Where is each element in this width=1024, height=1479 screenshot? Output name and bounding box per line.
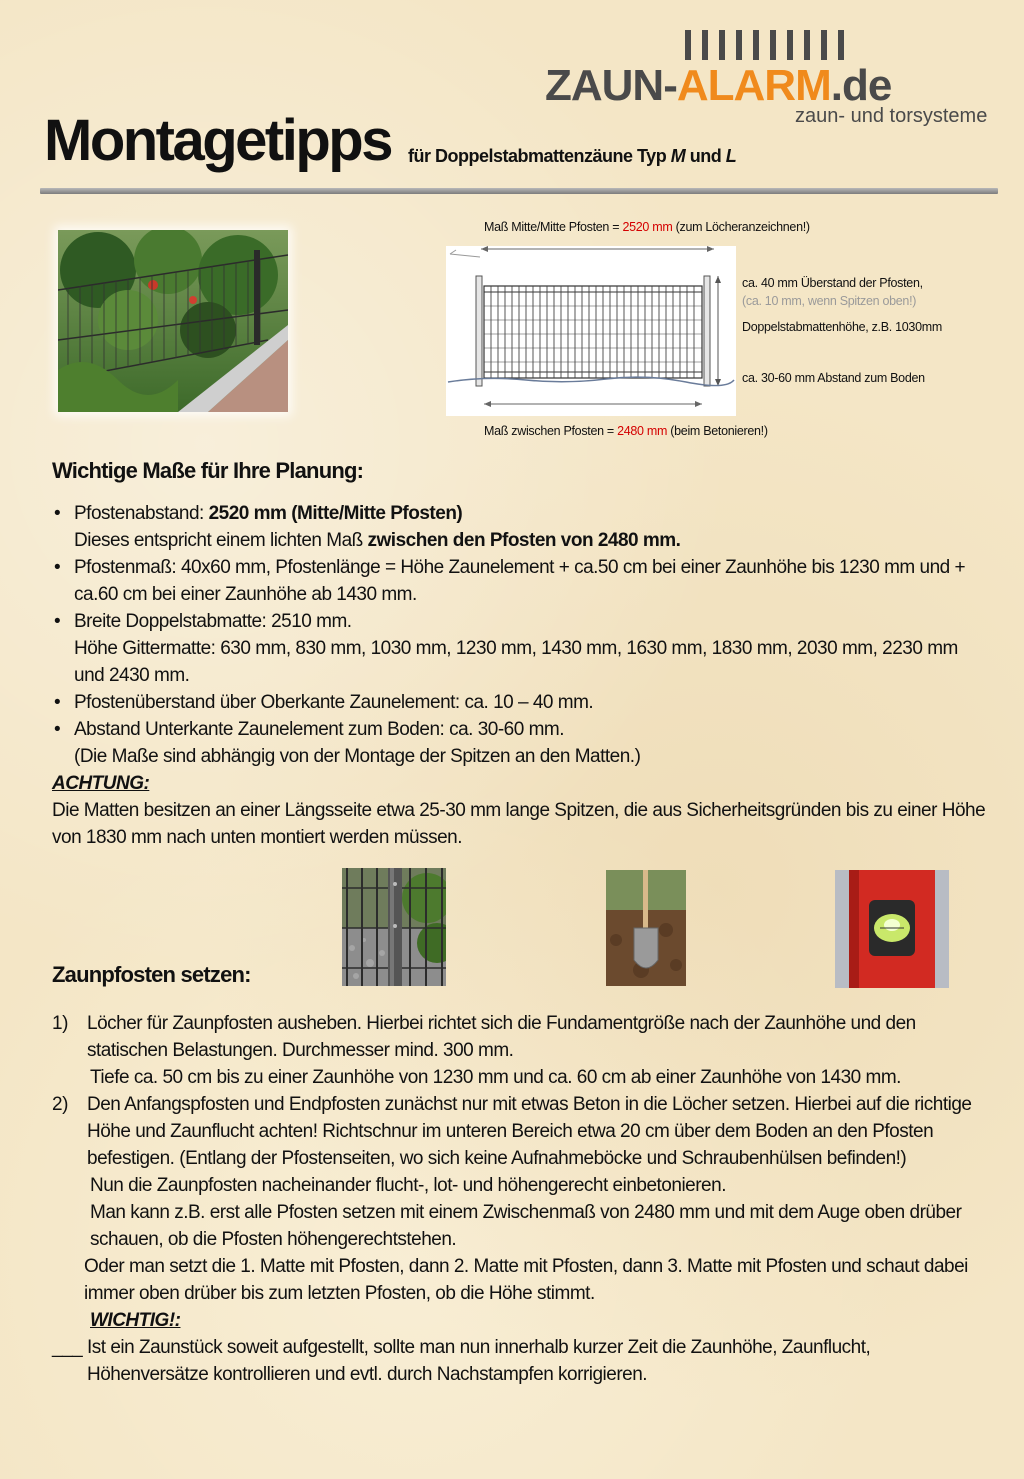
logo-wordmark: ZAUN-ALARM.de xyxy=(545,61,892,110)
spirit-level-photo xyxy=(835,870,949,988)
step-number: 1) xyxy=(52,1013,68,1034)
achtung-text: Die Matten besitzen an einer Längsseite etwa 25-30 mm lange Spitzen, die aus Sicherheitsgründen bis zu einer Höhe von 1830 mm nach unten montiert werden müssen. xyxy=(52,800,986,848)
wichtig-label: WICHTIG!: xyxy=(90,1310,181,1331)
spade-photo xyxy=(606,870,686,986)
list-item: • Abstand Unterkante Zaunelement zum Boden: ca. 30-60 mm. (Die Maße sind abhängig von der Montage der Spitzen an den Matten.) xyxy=(54,719,641,767)
garden-fence-photo xyxy=(58,230,288,412)
posts-heading: Zaunpfosten setzen: xyxy=(52,962,251,987)
step-item: 2) Den Anfangspfosten und Endpfosten zunächst nur mit etwas Beton in die Löcher setzen. Hierbei auf die richtige Höhe und Zaunflucht achten! Richtschnur im unteren Bereich etwa 20 cm über dem Boden an den Pfosten befestigen. (Entlang der Pfostenseiten, wo sich keine Aufnahmeböcke und Schraubenhülsen befinden!) Nun die Zaunpfosten nacheinander flucht-, lot- und höhengerecht einbetonieren. Man kann z.B. erst alle Pfosten setzen mit einem Zwischenmaß von 2480 mm und mit dem Auge oben drüber schauen, ob die Pfosten höhengerechtstehen. Oder man setzt die 1. Matte mit Pfosten, dann 2. Matte mit Pfosten, dann 3. Matte mit Pfosten und schaut dabei immer oben drüber bis zum letzten Pfosten, ob die Höhe stimmt. WICHTIG!: xyxy=(52,1091,992,1334)
diagram-label-center-distance: Maß Mitte/Mitte Pfosten = 2520 mm (zum Löcheranzeichnen!) xyxy=(484,220,810,234)
fence-dimension-diagram xyxy=(446,246,736,416)
list-item: • Breite Doppelstabmatte: 2510 mm. Höhe Gittermatte: 630 mm, 830 mm, 1030 mm, 1230 mm, 1430 mm, 1630 mm, 1830 mm, 2030 mm, 2230 mm und 2430 mm. xyxy=(54,611,958,686)
diagram-label-between-posts: Maß zwischen Pfosten = 2480 mm (beim Betonieren!) xyxy=(484,424,768,438)
diagram-label-height: Doppelstabmattenhöhe, z.B. 1030mm xyxy=(742,320,942,334)
step-number: 2) xyxy=(52,1094,68,1115)
list-item: • Pfostenüberstand über Oberkante Zaunelement: ca. 10 – 40 mm. xyxy=(54,692,594,713)
logo-tagline: zaun- und torsysteme xyxy=(795,105,988,127)
logo-bars-icon xyxy=(685,30,844,60)
page-subtitle: für Doppelstabmattenzäune Typ M und L xyxy=(408,146,737,166)
posts-steps xyxy=(52,1010,992,1388)
achtung-label: ACHTUNG: xyxy=(52,773,150,794)
planning-heading: Wichtige Maße für Ihre Planung: xyxy=(52,458,364,483)
planning-list xyxy=(52,500,992,851)
diagram-label-overhang-note: (ca. 10 mm, wenn Spitzen oben!) xyxy=(742,294,917,308)
list-item: • Pfostenmaß: 40x60 mm, Pfostenlänge = Höhe Zaunelement + ca.50 cm bei einer Zaunhöhe bis 1230 mm und + ca.60 cm bei einer Zaunhöhe ab 1430 mm. xyxy=(54,557,966,605)
page-title: Montagetipps xyxy=(44,108,391,173)
diagram-label-ground: ca. 30-60 mm Abstand zum Boden xyxy=(742,371,925,385)
diagram-label-overhang: ca. 40 mm Überstand der Pfosten, xyxy=(742,276,923,290)
title-divider xyxy=(40,188,998,194)
step-item: 1) Löcher für Zaunpfosten ausheben. Hierbei richtet sich die Fundamentgröße nach der Zaunhöhe und den statischen Belastungen. Durchmesser mind. 300 mm. Tiefe ca. 50 cm bis zu einer Zaunhöhe von 1230 mm und ca. 60 cm ab einer Zaunhöhe von 1430 mm. xyxy=(52,1010,992,1091)
list-item: • Pfostenabstand: 2520 mm (Mitte/Mitte Pfosten) Dieses entspricht einem lichten Maß zwischen den Pfosten von 2480 mm. xyxy=(52,500,992,554)
bullet: • xyxy=(54,503,61,524)
brand-logo[interactable] xyxy=(545,30,1000,125)
wichtig-text: ___ Ist ein Zaunstück soweit aufgestellt, sollte man nun innerhalb kurzer Zeit die Zaunhöhe, Zaunflucht, Höhenversätze kontrollieren und evtl. durch Nachstampfen korrigieren. xyxy=(52,1337,871,1385)
fence-post-photo xyxy=(342,868,446,986)
